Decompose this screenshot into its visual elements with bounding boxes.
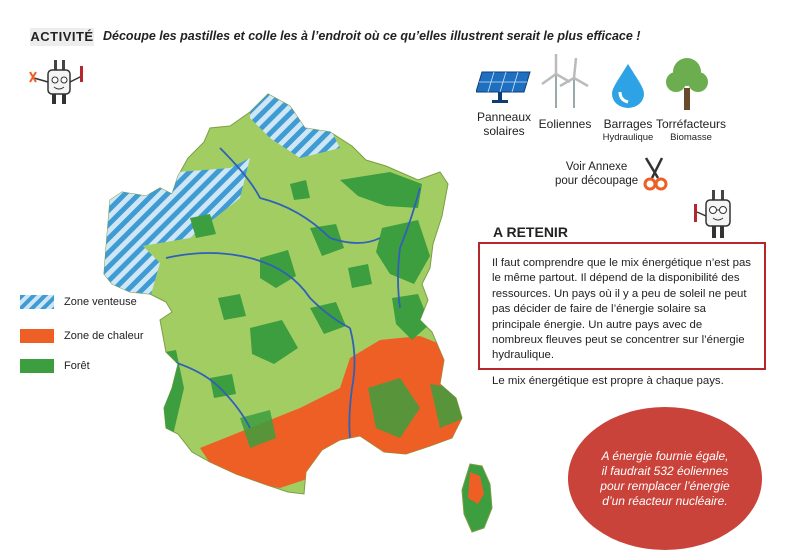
corsica <box>462 464 492 532</box>
fact-bubble <box>568 407 762 550</box>
source-label-hydro: Barrages Hydraulique <box>602 117 654 143</box>
plug-mascot-icon <box>24 56 94 112</box>
annex-note: Voir Annexe pour découpage <box>555 161 639 187</box>
tree-icon <box>664 54 710 112</box>
source-label-wind: Eoliennes <box>538 117 592 131</box>
fact-text: A énergie fournie égale, il faudrait 532 éoliennes pour remplacer l’énergie d’un réacteur nucléaire. <box>600 448 730 508</box>
activity-badge: ACTIVITÉ <box>30 29 94 44</box>
instruction-text: Découpe les pastilles et colle les à l’endroit où ce qu’elles illustrent serait le plus efficace ! <box>103 29 641 43</box>
source-label-solar: Panneaux solaires <box>476 110 532 138</box>
scissors-icon <box>640 156 670 192</box>
legend-item-wind: Zone venteuse <box>20 294 137 310</box>
wind-zone-swatch <box>20 295 54 309</box>
forest-swatch <box>20 359 54 373</box>
retenir-conclusion: Le mix énergétique est propre à chaque pays. <box>492 374 724 387</box>
retenir-box <box>478 242 766 387</box>
retenir-title: A RETENIR <box>493 224 568 240</box>
water-drop-icon <box>608 62 648 108</box>
france-map[interactable] <box>100 88 500 548</box>
wind-turbine-icon <box>540 52 590 110</box>
legend-item-heat: Zone de chaleur <box>20 328 144 344</box>
source-label-biomass: Torréfacteurs Biomasse <box>655 117 727 143</box>
legend-item-forest: Forêt <box>20 358 90 374</box>
retenir-paragraph: Il faut comprendre que le mix énergétique n’est pas le même partout. Il dépend de la disponibilité des ressources. Un pays où il y a peu de soleil ne peut pas décider de faire de l’énergie solaire sa principale énergie. Un autre pays avec de nombreux fleuves peut se concentrer sur l’énergie hydraulique. <box>492 257 751 362</box>
heat-zone-swatch <box>20 329 54 343</box>
mainland-france <box>100 88 480 494</box>
plug-mascot-icon <box>690 188 748 244</box>
